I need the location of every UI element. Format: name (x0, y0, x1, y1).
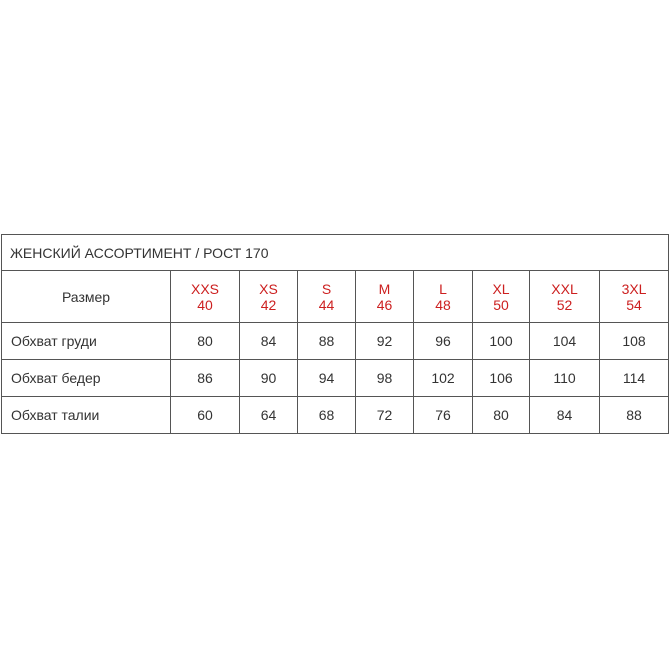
table-cell: 84 (530, 397, 600, 434)
size-number: 46 (376, 296, 393, 313)
row-label: Обхват груди (2, 323, 171, 360)
table-cell: 92 (356, 323, 414, 360)
size-header-label: Размер (2, 271, 171, 323)
table-cell: 98 (356, 360, 414, 397)
table-cell: 94 (298, 360, 356, 397)
size-code: XXS (190, 280, 219, 297)
size-header-cell (240, 271, 298, 323)
table-title: ЖЕНСКИЙ АССОРТИМЕНТ / РОСТ 170 (2, 235, 669, 271)
table-cell: 60 (171, 397, 240, 434)
table-cell: 104 (530, 323, 600, 360)
size-code: L (439, 280, 447, 297)
size-header-cell (473, 271, 530, 323)
table-cell: 90 (240, 360, 298, 397)
table-cell: 96 (414, 323, 473, 360)
table-cell: 110 (530, 360, 600, 397)
size-header-cell (298, 271, 356, 323)
table-cell: 106 (473, 360, 530, 397)
size-code: S (321, 280, 332, 297)
size-number: 50 (493, 296, 509, 313)
size-code: M (378, 280, 391, 297)
table-cell: 86 (171, 360, 240, 397)
table-cell: 76 (414, 397, 473, 434)
table-row-chest (2, 323, 669, 360)
size-number: 54 (626, 296, 642, 313)
size-code: XS (259, 280, 278, 297)
size-header-cell (356, 271, 414, 323)
size-number: 42 (260, 296, 277, 313)
size-number: 52 (556, 296, 573, 313)
row-label: Обхват талии (2, 397, 171, 434)
table-row-hips (2, 360, 669, 397)
table-cell: 80 (473, 397, 530, 434)
size-code: XL (492, 280, 510, 297)
table-cell: 64 (240, 397, 298, 434)
table-cell: 108 (600, 323, 669, 360)
table-cell: 88 (298, 323, 356, 360)
size-header-cell (600, 271, 669, 323)
size-number: 44 (318, 296, 335, 313)
row-label: Обхват бедер (2, 360, 171, 397)
size-header-cell (530, 271, 600, 323)
size-header-cell (414, 271, 473, 323)
table-cell: 68 (298, 397, 356, 434)
table-cell: 88 (600, 397, 669, 434)
size-number: 40 (197, 296, 213, 313)
table-cell: 72 (356, 397, 414, 434)
size-code: 3XL (621, 280, 647, 297)
table-cell: 114 (600, 360, 669, 397)
size-chart-table (1, 234, 669, 434)
table-cell: 80 (171, 323, 240, 360)
table-cell: 84 (240, 323, 298, 360)
table-header-row (2, 271, 669, 323)
table-cell: 102 (414, 360, 473, 397)
size-number: 48 (435, 296, 451, 313)
table-title-row (2, 235, 669, 271)
size-header-cell (171, 271, 240, 323)
table-cell: 100 (473, 323, 530, 360)
size-code: XXL (551, 280, 578, 297)
table-row-waist (2, 397, 669, 434)
